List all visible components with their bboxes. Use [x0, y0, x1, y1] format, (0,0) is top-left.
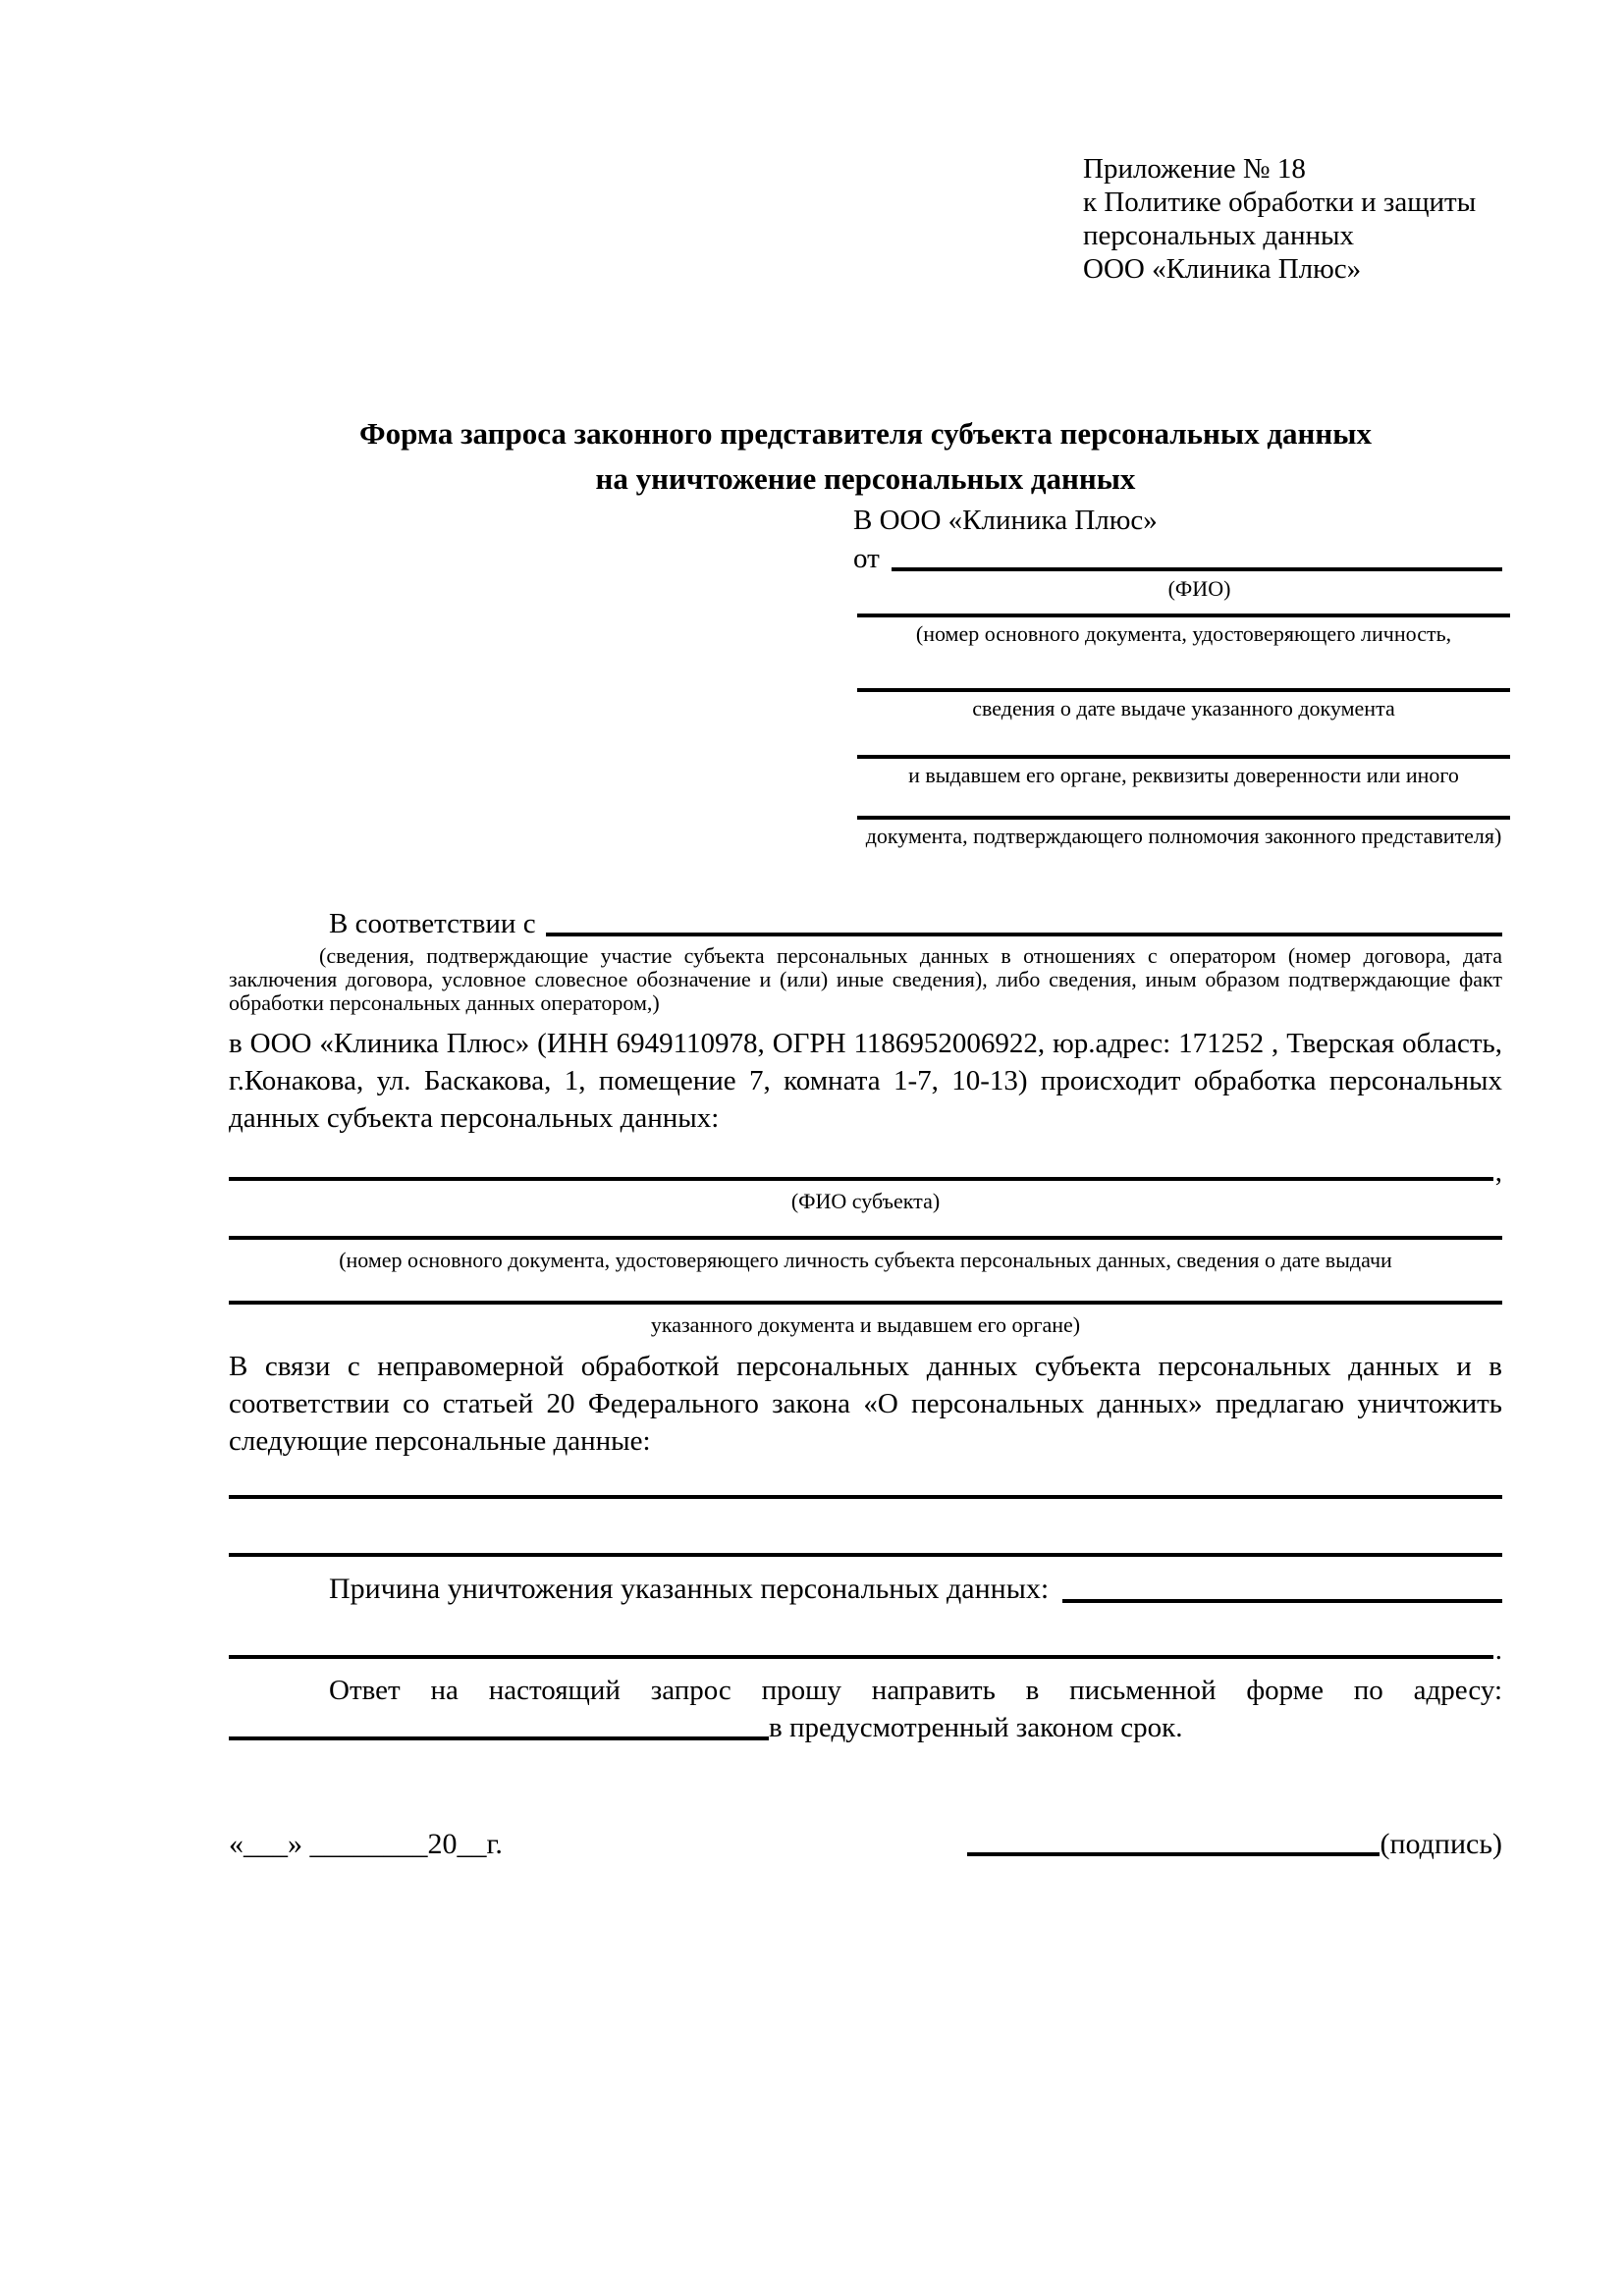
- representative-doc-caption-2: сведения о дате выдаче указанного документа: [972, 696, 1395, 721]
- fio-caption: (ФИО): [1167, 576, 1231, 601]
- operator-paragraph: в ООО «Клиника Плюс» (ИНН 6949110978, ОГРН 1186952006922, юр.адрес: 171252 , Тверская область, г.Конакова, ул. Баскакова, 1, помещение 7, комната 1-7, 10-13) происходит обработка персональных данных субъекта персональных данных:: [229, 1028, 1502, 1134]
- appendix-block: [1083, 152, 1502, 286]
- representative-doc-caption-1: (номер основного документа, удостоверяющего личность,: [915, 621, 1452, 646]
- signature-fill-line[interactable]: [967, 1852, 1380, 1856]
- accordance-row: [229, 906, 1502, 941]
- subject-fio-caption: (ФИО субъекта): [790, 1189, 941, 1213]
- subject-fio-row: [229, 1158, 1502, 1186]
- accordance-label: В соответствии с: [329, 908, 536, 939]
- data-to-destroy-row-2: [229, 1553, 1502, 1562]
- subject-doc-caption-1: (номер основного документа, удостоверяющего личность субъекта персональных данных, сведения о дате выдачи: [339, 1248, 1392, 1272]
- answer-paragraph: Ответ на настоящий запрос прошу направить в письменной форме по адресу:: [329, 1675, 1502, 1706]
- answer-address-fill-line[interactable]: [229, 1736, 769, 1740]
- appendix-line-3: персональных данных: [1083, 220, 1355, 251]
- from-row: [853, 541, 1502, 576]
- signature-caption: (подпись): [1380, 1828, 1502, 1860]
- accordance-fill-line[interactable]: [546, 933, 1502, 936]
- representative-doc-caption-4: документа, подтверждающего полномочия законного представителя): [865, 824, 1502, 848]
- appendix-line-4: ООО «Клиника Плюс»: [1083, 253, 1362, 285]
- reason-row: [229, 1570, 1502, 1609]
- reason-label: Причина уничтожения указанных персональных данных:: [329, 1573, 1050, 1605]
- representative-doc-row-4: [857, 816, 1510, 849]
- reason-row-2: [229, 1636, 1502, 1664]
- date-signature-row: [229, 1827, 1502, 1862]
- subject-doc-fill-line-2[interactable]: [229, 1301, 1502, 1305]
- representative-doc-caption-3: и выдавшем его органе, реквизиты доверенности или иного: [908, 763, 1459, 787]
- from-label: от: [853, 543, 880, 574]
- demand-paragraph: В связи с неправомерной обработкой персональных данных субъекта персональных данных и в соответствии со статьей 20 Федерального закона «О персональных данных» предлагаю уничтожить следующие персональные данные:: [229, 1351, 1502, 1457]
- subject-doc-caption-2: указанного документа и выдавшем его органе): [650, 1312, 1081, 1337]
- form-title: [229, 411, 1502, 502]
- subject-doc-fill-line-1[interactable]: [229, 1236, 1502, 1240]
- signature-block: [967, 1827, 1502, 1862]
- appendix-line-2: к Политике обработки и защиты: [1083, 187, 1477, 218]
- form-title-line-2: на уничтожение персональных данных: [595, 461, 1136, 496]
- reason-fill-line-2[interactable]: [229, 1655, 1493, 1659]
- reason-period: .: [1494, 1634, 1502, 1666]
- reason-fill-line-1[interactable]: [1062, 1599, 1502, 1603]
- data-to-destroy-fill-line-2[interactable]: [229, 1553, 1502, 1557]
- representative-doc-fill-line-2[interactable]: [857, 688, 1510, 692]
- data-to-destroy-fill-line-1[interactable]: [229, 1495, 1502, 1499]
- subject-doc-row-2: [229, 1301, 1502, 1309]
- subject-fio-fill-line[interactable]: [229, 1177, 1493, 1181]
- accordance-caption: (сведения, подтверждающие участие субъекта персональных данных в отношениях с оператором (номер договора, дата заключения договора, условное словесное обозначение и (или) иные сведения), либо сведения, иным образом подтверждающие факт обработки персональных данных оператором,): [229, 943, 1502, 1015]
- answer-address-row: [229, 1709, 1502, 1746]
- representative-doc-row-3: [857, 755, 1510, 788]
- form-title-line-1: Форма запроса законного представителя субъекта персональных данных: [359, 416, 1372, 451]
- answer-tail-text: в предусмотренный законом срок.: [769, 1712, 1183, 1743]
- date-line[interactable]: «___» ________20__г.: [229, 1828, 503, 1860]
- subject-doc-row-1: [229, 1236, 1502, 1245]
- representative-doc-row-1: [857, 614, 1510, 647]
- appendix-line-1: Приложение № 18: [1083, 153, 1306, 185]
- addressee-line: В ООО «Клиника Плюс»: [853, 505, 1158, 536]
- subject-fio-comma: ,: [1494, 1156, 1502, 1188]
- representative-doc-fill-line-3[interactable]: [857, 755, 1510, 759]
- representative-name-fill-line[interactable]: [892, 567, 1502, 571]
- representative-doc-row-2: [857, 688, 1510, 721]
- representative-doc-fill-line-4[interactable]: [857, 816, 1510, 820]
- representative-doc-fill-line-1[interactable]: [857, 614, 1510, 617]
- data-to-destroy-row-1: [229, 1495, 1502, 1504]
